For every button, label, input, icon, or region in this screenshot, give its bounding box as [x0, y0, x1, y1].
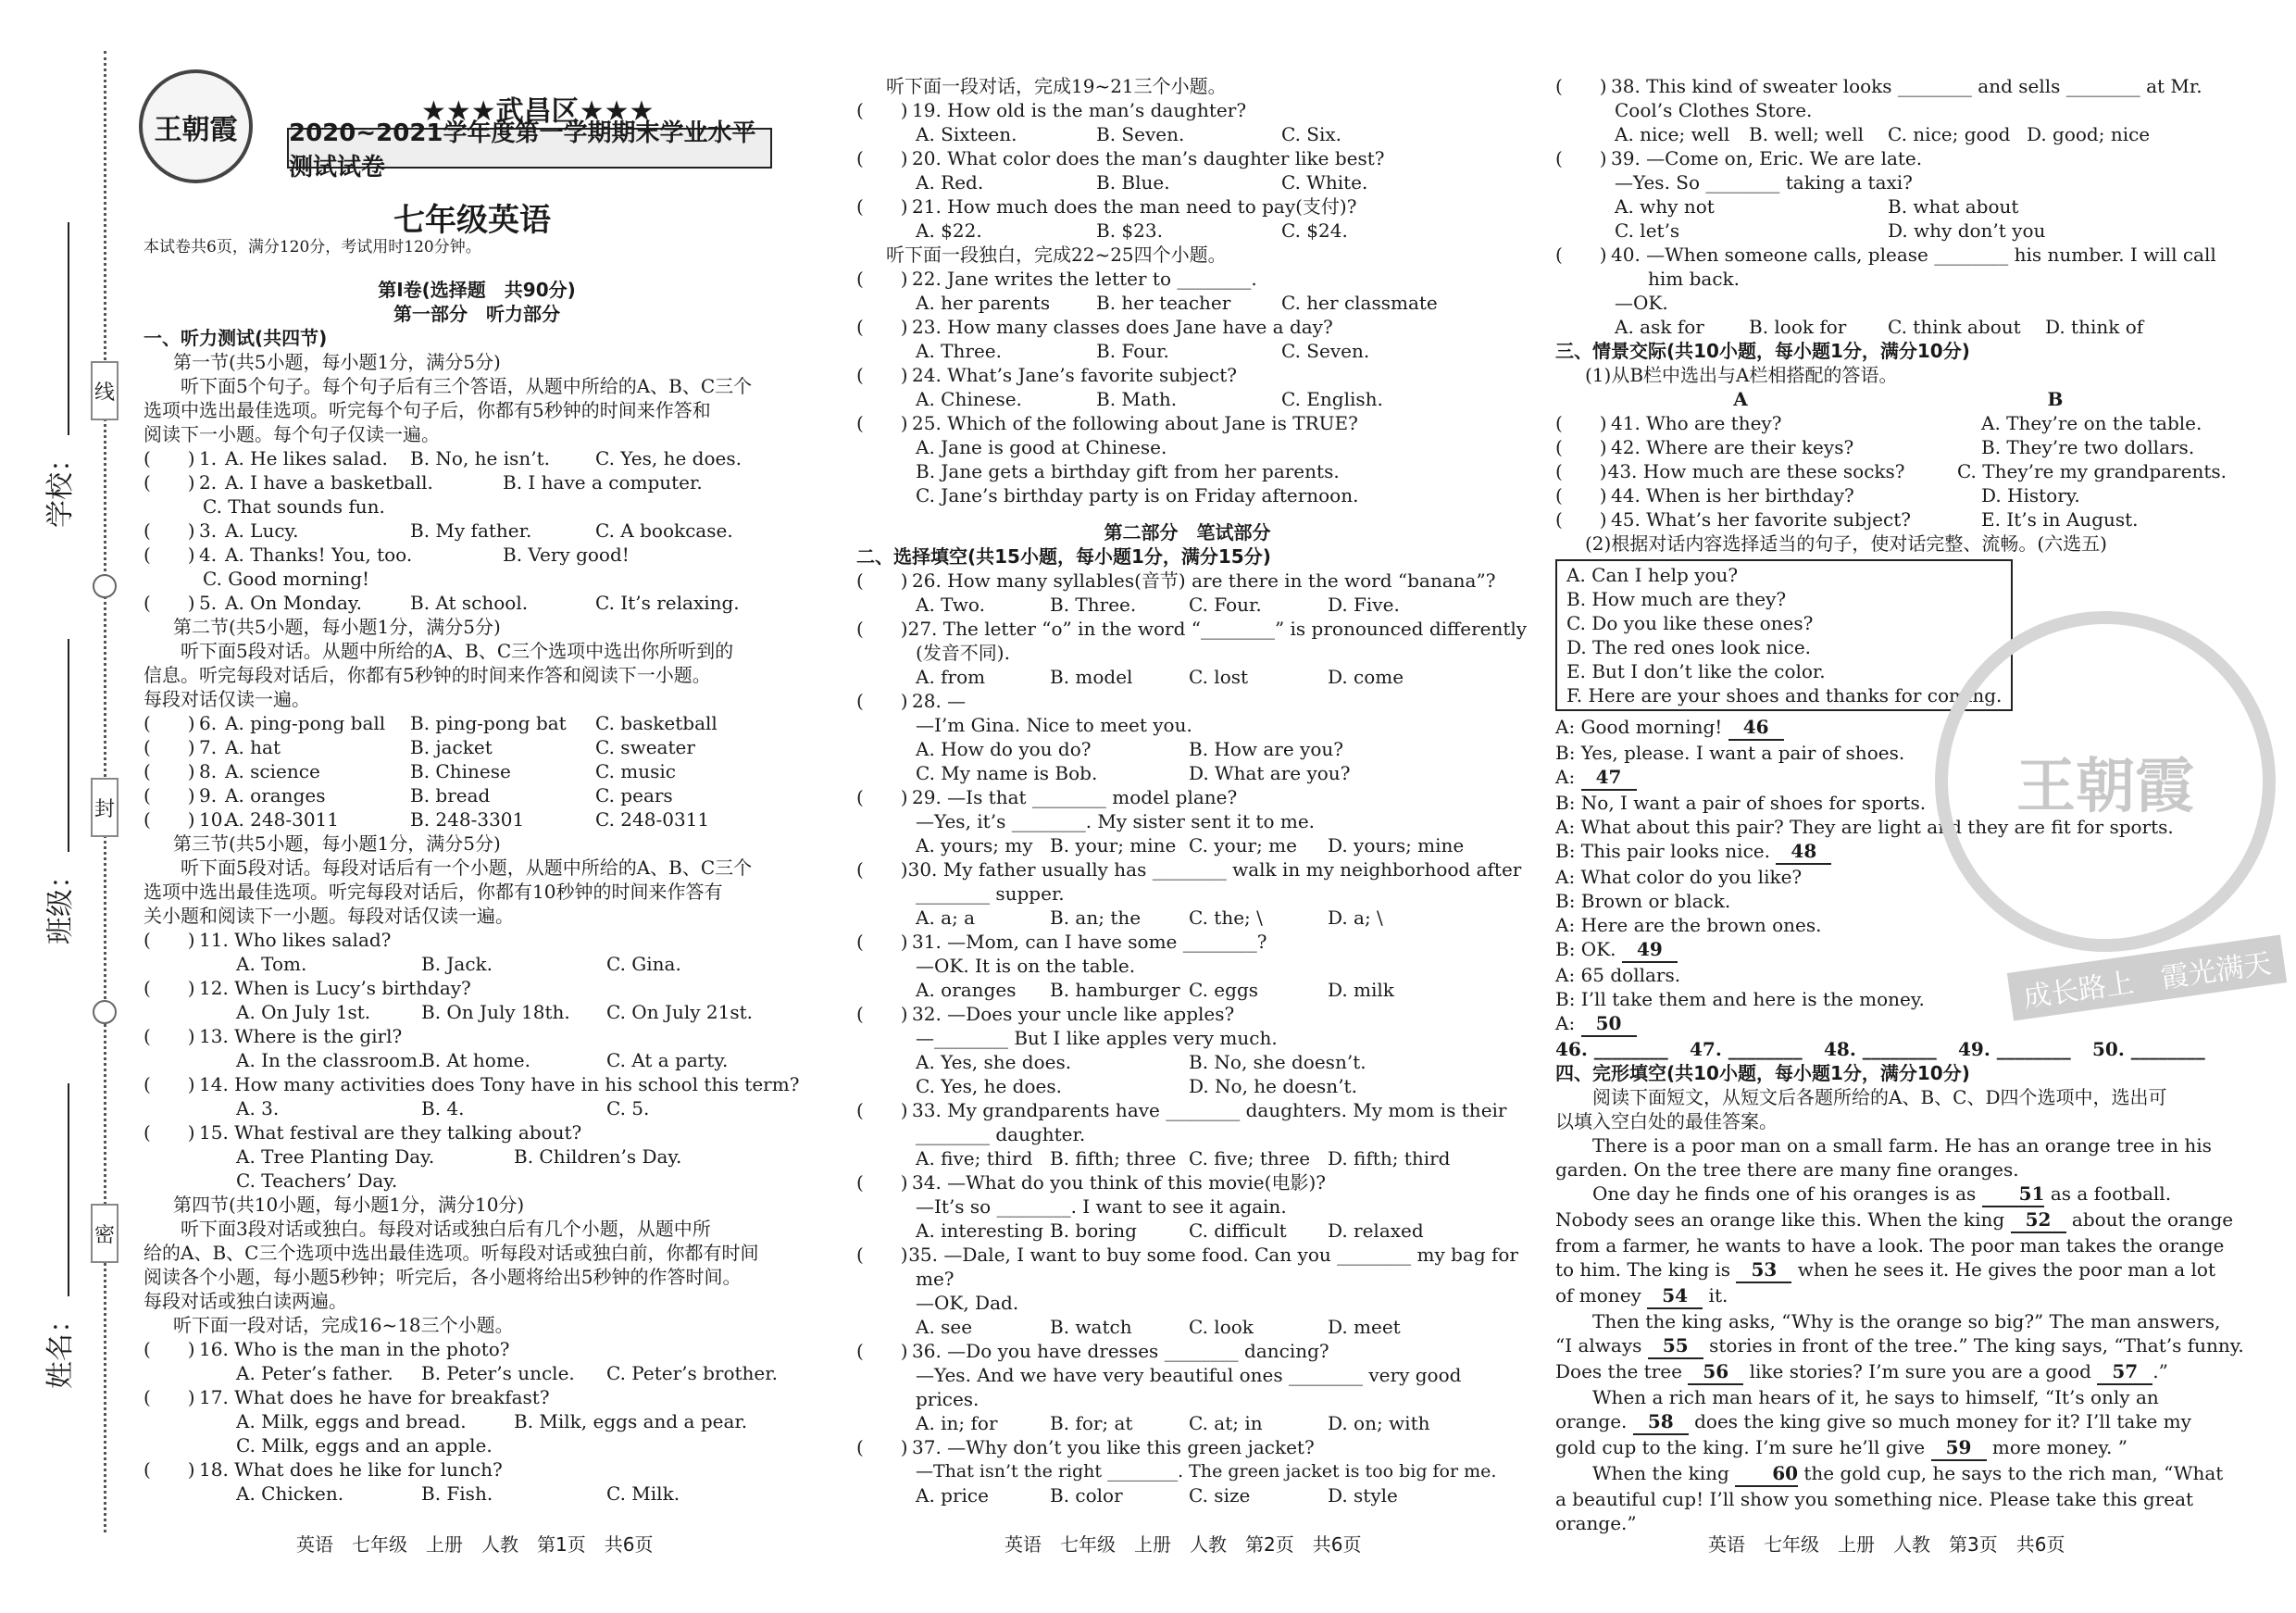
dialogue-line: B: OK. 49: [1555, 937, 2227, 963]
question-39[interactable]: ( ) 39. —Come on, Eric. We are late.: [1555, 147, 1923, 169]
question-text: him back.: [1648, 268, 1741, 290]
question-8[interactable]: ( ) 8. A. science B. Chinese C. music: [144, 760, 677, 782]
passage-line: gold cup to the king. I’m sure he’ll give 59 more money. ”: [1555, 1435, 2227, 1461]
passage-line: One day he finds one of his oranges is as 51 as a football.: [1555, 1182, 2227, 1207]
answer-row[interactable]: 46. ________ 47. ________ 48. ________ 49. ________ 50. ________: [1555, 1038, 2205, 1060]
blank[interactable]: 48: [1776, 839, 1831, 865]
options: A. yours; my B. your; mine C. your; me D. yours; mine: [916, 834, 1465, 857]
options: C. Yes, he does. D. No, he doesn’t.: [916, 1075, 1357, 1097]
question-19[interactable]: ( ) 19. How old is the man’s daughter?: [856, 99, 1247, 121]
options: A. see B. watch C. look D. meet: [916, 1316, 1401, 1338]
passage-line: to him. The king is 53 when he sees it. He gives the poor man a lot: [1555, 1257, 2227, 1283]
sentence-option: E. But I don’t like the color.: [1566, 660, 1826, 682]
question-29[interactable]: ( ) 29. —Is that ________ model plane?: [856, 786, 1238, 808]
school-field[interactable]: [37, 222, 78, 528]
sentence-option: D. The red ones look nice.: [1566, 636, 1812, 658]
subsection-title: 第一节(共5小题，每小题1分，满分5分): [173, 351, 501, 373]
options: A. Sixteen. B. Seven. C. Six.: [916, 123, 1342, 145]
passage-line: garden. On the tree there are many fine oranges.: [1555, 1158, 2019, 1181]
sentence-option: C. Do you like these ones?: [1566, 612, 1814, 634]
sentence-options-box: [1555, 559, 2013, 711]
options: A. her parents B. her teacher C. her classmate: [916, 292, 1438, 314]
option-c: C. Milk, eggs and an apple.: [236, 1434, 493, 1457]
question-11[interactable]: ( ) 11. Who likes salad?: [144, 929, 392, 951]
subject-title: 七年级英语: [393, 202, 551, 239]
passage-line: Does the tree 56 like stories? I’m sure you are a good 57 .”: [1555, 1359, 2227, 1385]
section-title: 四、完形填空(共10小题，每小题1分，满分10分): [1555, 1062, 1970, 1084]
question-15[interactable]: ( ) 15. What festival are they talking about?: [144, 1121, 582, 1144]
question-6[interactable]: ( ) 6. A. ping-pong ball B. ping-pong bat C. basketball: [144, 712, 718, 734]
subsection-title: 第二节(共5小题，每小题1分，满分5分): [173, 616, 501, 638]
question-26[interactable]: ( ) 26. How many syllables(音节) are there in the word “banana”?: [856, 569, 1496, 592]
page-footer: 英语 七年级 上册 人教 第1页 共6页: [296, 1533, 654, 1556]
question-text: —OK, Dad.: [916, 1292, 1019, 1314]
question-28[interactable]: ( ) 28. —: [856, 690, 967, 712]
question-text: me?: [916, 1268, 955, 1290]
dialogue-line: A: 50: [1555, 1011, 2227, 1037]
question-9[interactable]: ( ) 9. A. oranges B. bread C. pears: [144, 784, 673, 806]
question-10[interactable]: ( ) 10. A. 248-3011 B. 248-3301 C. 248-0311: [144, 808, 710, 831]
question-20[interactable]: ( ) 20. What color does the man’s daughter like best?: [856, 147, 1385, 169]
blank[interactable]: 47: [1581, 765, 1637, 791]
subsection-title: 第四节(共10小题，每小题1分，满分10分): [173, 1194, 525, 1216]
options: A. Three. B. Four. C. Seven.: [916, 340, 1370, 362]
dialogue-line: B: No, I want a pair of shoes for sports.: [1555, 792, 1927, 814]
passage-line: “I always 55 stories in front of the tree.” The king says, “That’s funny.: [1555, 1333, 2227, 1359]
passage-line: from a farmer, he wants to have a look. The poor man takes the orange: [1555, 1234, 2225, 1257]
dialogue-line: A: What color do you like?: [1555, 866, 1803, 888]
question-text: —Yes. And we have very beautiful ones ________ very good: [916, 1364, 1462, 1386]
option-c: C. Jane’s birthday party is on Friday afternoon.: [916, 484, 1359, 506]
dialogue-line: B: Yes, please. I want a pair of shoes.: [1555, 742, 1905, 764]
options: A. five; third B. fifth; three C. five; three D. fifth; third: [916, 1147, 1451, 1169]
question-2[interactable]: ( ) 2. A. I have a basketball. B. I have a computer.: [144, 471, 703, 494]
seal-mark: 密: [91, 1204, 119, 1263]
dialogue-line: A: 65 dollars.: [1555, 964, 1681, 986]
question-text: ________ daughter.: [916, 1123, 1086, 1145]
instructions: 听下面5段对话。从题中所给的A、B、C三个选项中选出你所听到的: [181, 640, 734, 662]
options: A. On July 1st. B. On July 18th. C. On July 21st.: [236, 1001, 753, 1023]
question-32[interactable]: ( ) 32. —Does your uncle like apples?: [856, 1003, 1235, 1025]
options: A. Peter’s father. B. Peter’s uncle. C. Peter’s brother.: [236, 1362, 778, 1384]
page-column-2: [856, 74, 1528, 1507]
blank[interactable]: 55: [1648, 1333, 1703, 1359]
question-12[interactable]: ( ) 12. When is Lucy’s birthday?: [144, 977, 471, 999]
name-label: 姓名：: [44, 1306, 77, 1389]
question-text: —Yes. So ________ taking a taxi?: [1615, 171, 1913, 194]
options: A. $22. B. $23. C. $24.: [916, 219, 1348, 242]
passage-line: There is a poor man on a small farm. He has an orange tree in his: [1592, 1134, 2212, 1157]
part-title: 第二部分 笔试部分: [1104, 521, 1271, 544]
exam-note: 本试卷共6页，满分120分，考试用时120分钟。: [144, 238, 481, 256]
volume-title: 第Ⅰ卷(选择题 共90分): [378, 279, 576, 301]
exam-title: 2020~2021学年度第一学期期末学业水平测试试卷: [287, 128, 772, 169]
question-31[interactable]: ( ) 31. —Mom, can I have some ________?: [856, 931, 1267, 953]
options: C. My name is Bob. D. What are you?: [916, 762, 1351, 784]
options: A. from B. model C. lost D. come: [916, 666, 1404, 688]
question-text: —________ But I like apples very much.: [916, 1027, 1278, 1049]
question-text: —OK. It is on the table.: [916, 955, 1136, 977]
options: A. nice; well B. well; well C. nice; good D. good; nice: [1615, 123, 2151, 145]
seal-mark: 封: [91, 778, 119, 837]
passage-line: orange. 58 does the king give so much money for it? I’ll take my: [1555, 1409, 2227, 1435]
instructions: 关小题和阅读下一小题。每段对话仅读一遍。: [144, 905, 514, 927]
instructions: 以填入空白处的最佳答案。: [1555, 1110, 1778, 1132]
question-27[interactable]: ( ) 27. The letter “o” in the word “________” is pronounced differently: [856, 618, 1528, 640]
option-c: C. That sounds fun.: [203, 495, 385, 518]
question-1[interactable]: ( ) 1. A. He likes salad. B. No, he isn’t. C. Yes, he does.: [144, 447, 742, 469]
options: A. Red. B. Blue. C. White.: [916, 171, 1368, 194]
options: A. How do you do? B. How are you?: [916, 738, 1343, 760]
binding-margin: [0, 0, 130, 1613]
question-18[interactable]: ( ) 18. What does he like for lunch?: [144, 1458, 503, 1481]
options: A. oranges B. hamburger C. eggs D. milk: [916, 979, 1394, 1001]
blank[interactable]: 52: [2011, 1207, 2066, 1233]
option-c: C. Teachers’ Day.: [236, 1169, 398, 1192]
class-label: 班级：: [44, 861, 77, 944]
dialogue-line: B: This pair looks nice. 48: [1555, 839, 2227, 865]
blank[interactable]: 57: [2097, 1359, 2152, 1385]
sentence-option: B. How much are they?: [1566, 588, 1787, 610]
section-title: 二、选择填空(共15小题，每小题1分，满分15分): [856, 545, 1271, 568]
dialogue-line: A: Here are the brown ones.: [1555, 914, 1822, 936]
question-37[interactable]: ( ) 37. —Why don’t you like this green jacket?: [856, 1436, 1315, 1458]
question-36[interactable]: ( ) 36. —Do you have dresses ________ dancing?: [856, 1340, 1329, 1362]
question-17[interactable]: ( ) 17. What does he have for breakfast?: [144, 1386, 550, 1408]
subsection-title: (1)从B栏中选出与A栏相搭配的答语。: [1585, 364, 1898, 386]
options: A. Chicken. B. Fish. C. Milk.: [236, 1482, 680, 1505]
option-c: C. Good morning!: [203, 568, 370, 590]
instructions: 阅读下一小题。每个句子仅读一遍。: [144, 423, 440, 445]
section-title: 三、情景交际(共10小题，每小题1分，满分10分): [1555, 340, 1970, 362]
option-b: B. Jane gets a birthday gift from her parents.: [916, 460, 1340, 482]
options: A. interesting B. boring C. difficult D. relaxed: [916, 1219, 1424, 1242]
match-row[interactable]: ( ) 42. Where are their keys? B. They’re two dollars.: [1555, 436, 2195, 458]
instructions: 阅读下面短文，从短文后各题所给的A、B、C、D四个选项中，选出可: [1592, 1086, 2167, 1108]
instructions: 听下面5个句子。每个句子后有三个答语，从题中所给的A、B、C三个: [181, 375, 753, 397]
instructions: 阅读各个小题，每小题5秒钟；听完后，各小题将给出5秒钟的作答时间。: [144, 1266, 742, 1288]
question-35[interactable]: ( ) 35. —Dale, I want to buy some food. Can you ________ my bag for: [856, 1244, 1518, 1266]
instructions: 选项中选出最佳选项。听完每段对话后，你都有10秒钟的时间来作答有: [144, 881, 723, 903]
passage-line: Nobody sees an orange like this. When the king 52 about the orange: [1555, 1207, 2227, 1233]
sentence-option: F. Here are your shoes and thanks for coming.: [1566, 684, 2003, 706]
passage-line: When the king 60 the gold cup, he says to the rich man, “What: [1555, 1461, 2227, 1487]
options: A. 3. B. 4. C. 5.: [236, 1097, 650, 1119]
publisher-logo: 王朝霞: [139, 69, 253, 183]
dialogue-intro: 听下面一段独白，完成22~25四个小题。: [886, 244, 1227, 266]
school-label: 学校：: [44, 444, 77, 528]
blank[interactable]: 54: [1647, 1283, 1703, 1309]
subsection-title: (2)根据对话内容选择适当的句子，使对话完整、流畅。(六选五): [1585, 532, 2107, 555]
question-25[interactable]: ( ) 25. Which of the following about Jane is TRUE?: [856, 412, 1358, 434]
question-text: —Yes, it’s ________. My sister sent it to me.: [916, 810, 1316, 832]
blank[interactable]: 60: [1735, 1461, 1798, 1487]
dialogue-line: B: Brown or black.: [1555, 890, 1731, 912]
watermark-stamp: 王朝霞: [1935, 611, 2276, 952]
instructions: 听下面5段对话。每段对话后有一个小题，从题中所给的A、B、C三个: [181, 857, 753, 879]
part-title: 第一部分 听力部分: [393, 303, 560, 325]
options: A. why not B. what about: [1615, 195, 2019, 218]
dialogue-line: B: I’ll take them and here is the money.: [1555, 988, 1925, 1010]
question-text: ________ supper.: [916, 882, 1065, 905]
question-38[interactable]: ( ) 38. This kind of sweater looks ________ and sells ________ at Mr.: [1555, 75, 2202, 97]
options: C. let’s D. why don’t you: [1615, 219, 2046, 242]
question-text: —That isn’t the right ________. The green jacket is too big for me.: [916, 1461, 1497, 1482]
question-34[interactable]: ( ) 34. —What do you think of this movie(电影)?: [856, 1171, 1326, 1194]
dialogue-line: A: Good morning! 46: [1555, 715, 2227, 741]
question-4[interactable]: ( ) 4. A. Thanks! You, too. B. Very good!: [144, 544, 630, 566]
passage-line: orange.”: [1555, 1512, 1637, 1534]
question-7[interactable]: ( ) 7. A. hat B. jacket C. sweater: [144, 736, 695, 758]
instructions: 给的A、B、C三个选项中选出最佳选项。听每段对话或独白前，你都有时间: [144, 1242, 759, 1264]
page-footer: 英语 七年级 上册 人教 第2页 共6页: [1004, 1533, 1362, 1556]
question-text: —OK.: [1615, 292, 1668, 314]
options: A. ask for B. look for C. think about D. think of: [1615, 316, 2144, 338]
question-23[interactable]: ( ) 23. How many classes does Jane have a day?: [856, 316, 1333, 338]
match-row[interactable]: ( ) 43. How much are these socks? C. They’re my grandparents.: [1555, 460, 2227, 482]
blank[interactable]: 53: [1736, 1257, 1791, 1283]
blank[interactable]: 51: [1982, 1182, 2045, 1207]
question-24[interactable]: ( ) 24. What’s Jane’s favorite subject?: [856, 364, 1237, 386]
question-text: (发音不同).: [916, 642, 1010, 664]
dialogue-intro: 听下面一段对话，完成16~18三个小题。: [173, 1314, 514, 1336]
blank[interactable]: 59: [1931, 1435, 1987, 1461]
page-footer: 英语 七年级 上册 人教 第3页 共6页: [1708, 1533, 2065, 1556]
question-16[interactable]: ( ) 16. Who is the man in the photo?: [144, 1338, 510, 1360]
options: A. In the classroom. B. At home. C. At a party.: [236, 1049, 729, 1071]
passage-line: a beautiful cup! I’ll show you something nice. Please take this great: [1555, 1488, 2194, 1510]
options: A. Tom. B. Jack. C. Gina.: [236, 953, 681, 975]
options: A. in; for B. for; at C. at; in D. on; with: [916, 1412, 1430, 1434]
question-text: —I’m Gina. Nice to meet you.: [916, 714, 1192, 736]
section-title: 一、听力测试(共四节): [144, 327, 328, 349]
district-title: ★★★武昌区★★★: [421, 95, 655, 128]
options: A. a; a B. an; the C. the; \ D. a; \: [916, 907, 1383, 929]
watermark-tag: 成长路上 霞光满天: [2007, 935, 2287, 1021]
instructions: 每段对话或独白读两遍。: [144, 1290, 347, 1312]
option-a: A. Jane is good at Chinese.: [916, 436, 1167, 458]
instructions: 选项中选出最佳选项。听完每个句子后，你都有5秒钟的时间来作答和: [144, 399, 711, 421]
passage-line: of money 54 it.: [1555, 1283, 2227, 1309]
passage-line: When a rich man hears of it, he says to himself, “It’s only an: [1592, 1386, 2159, 1408]
blank[interactable]: 46: [1728, 715, 1784, 741]
dialogue-line: A: What about this pair? They are light and they are fit for sports.: [1555, 816, 2174, 838]
blank[interactable]: 49: [1622, 937, 1678, 963]
question-14[interactable]: ( ) 14. How many activities does Tony have in his school this term?: [144, 1073, 800, 1095]
question-40[interactable]: ( ) 40. —When someone calls, please ________ his number. I will call: [1555, 244, 2216, 266]
match-row[interactable]: ( ) 41. Who are they? A. They’re on the table.: [1555, 412, 2202, 434]
binding-hole: [93, 574, 117, 598]
question-22[interactable]: ( ) 22. Jane writes the letter to ________.: [856, 268, 1257, 290]
instructions: 听下面3段对话或独白。每段对话或独白后有几个小题，从题中所: [181, 1218, 711, 1240]
sentence-option: A. Can I help you?: [1566, 564, 1739, 586]
instructions: 每段对话仅读一遍。: [144, 688, 310, 710]
seal-mark: 线: [91, 361, 119, 420]
options: A. price B. color C. size D. style: [916, 1484, 1398, 1507]
options: A. Tree Planting Day. B. Children’s Day.: [236, 1145, 682, 1168]
options: A. Chinese. B. Math. C. English.: [916, 388, 1383, 410]
question-text: —It’s so ________. I want to see it again.: [916, 1195, 1287, 1218]
match-header: A B: [1733, 388, 2064, 410]
question-13[interactable]: ( ) 13. Where is the girl?: [144, 1025, 403, 1047]
page-column-1: [144, 278, 810, 1506]
question-21[interactable]: ( ) 21. How much does the man need to pay(支付)?: [856, 195, 1357, 218]
class-field[interactable]: [37, 639, 78, 944]
question-5[interactable]: ( ) 5. A. On Monday. B. At school. C. It’s relaxing.: [144, 592, 740, 614]
question-30[interactable]: ( ) 30. My father usually has ________ walk in my neighborhood after: [856, 858, 1522, 881]
options: A. Yes, she does. B. No, she doesn’t.: [916, 1051, 1366, 1073]
blank[interactable]: 50: [1581, 1011, 1637, 1037]
subsection-title: 第三节(共5小题，每小题1分，满分5分): [173, 832, 501, 855]
options: A. Two. B. Three. C. Four. D. Five.: [916, 594, 1400, 616]
question-text: Cool’s Clothes Store.: [1615, 99, 1813, 121]
dialogue-line: A: 47: [1555, 765, 2227, 791]
binding-hole: [93, 1000, 117, 1024]
question-33[interactable]: ( ) 33. My grandparents have ________ daughters. My mom is their: [856, 1099, 1507, 1121]
passage-line: Then the king asks, “Why is the orange so big?” The man answers,: [1592, 1310, 2221, 1332]
question-text: prices.: [916, 1388, 980, 1410]
name-field[interactable]: [37, 1083, 78, 1389]
match-row[interactable]: ( ) 44. When is her birthday? D. History.: [1555, 484, 2080, 506]
blank[interactable]: 56: [1688, 1359, 1743, 1385]
dialogue-intro: 听下面一段对话，完成19~21三个小题。: [886, 75, 1227, 97]
blank[interactable]: 58: [1633, 1409, 1689, 1435]
options: A. Milk, eggs and bread. B. Milk, eggs and a pear.: [236, 1410, 748, 1432]
match-row[interactable]: ( ) 45. What’s her favorite subject? E. It’s in August.: [1555, 508, 2139, 531]
instructions: 信息。听完每段对话后，你都有5秒钟的时间来作答和阅读下一小题。: [144, 664, 711, 686]
question-3[interactable]: ( ) 3. A. Lucy. B. My father. C. A bookcase.: [144, 519, 733, 542]
